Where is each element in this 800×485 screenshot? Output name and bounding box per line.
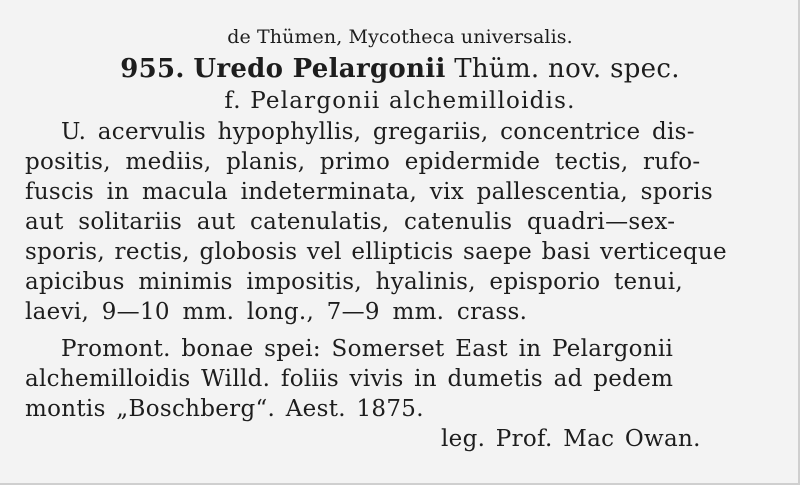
form-name: f. Pelargonii alchemilloidis. — [224, 88, 576, 114]
species-authority: Thüm. nov. spec. — [454, 54, 680, 84]
description-line: U. acervulis hypophyllis, gregariis, concentrice dis- — [61, 119, 695, 145]
collection-header: de Thümen, Mycotheca universalis. — [227, 26, 573, 48]
specimen-number: 955. — [120, 54, 185, 84]
description-line: sporis, rectis, globosis vel ellipticis saepe basi verticeque — [25, 239, 727, 265]
locality-line: alchemilloidis Willd. foliis vivis in dumetis ad pedem — [25, 366, 674, 392]
collector-line: leg. Prof. Mac Owan. — [441, 426, 701, 452]
description-line: aut solitariis aut catenulatis, catenulis quadri—sex- — [25, 209, 676, 235]
species-name: Uredo Pelargonii — [193, 54, 446, 84]
description-line: apicibus minimis impositis, hyalinis, episporio tenui, — [25, 269, 683, 295]
description-line: laevi, 9—10 mm. long., 7—9 mm. crass. — [25, 299, 528, 325]
species-title — [0, 56, 800, 82]
locality-line: Promont. bonae spei: Somerset East in Pelargonii — [61, 336, 674, 362]
description-line: positis, mediis, planis, primo epidermide tectis, rufo- — [25, 149, 701, 175]
locality-line: montis „Boschberg“. Aest. 1875. — [25, 396, 424, 422]
description-line: fuscis in macula indeterminata, vix pallescentia, sporis — [25, 179, 713, 205]
